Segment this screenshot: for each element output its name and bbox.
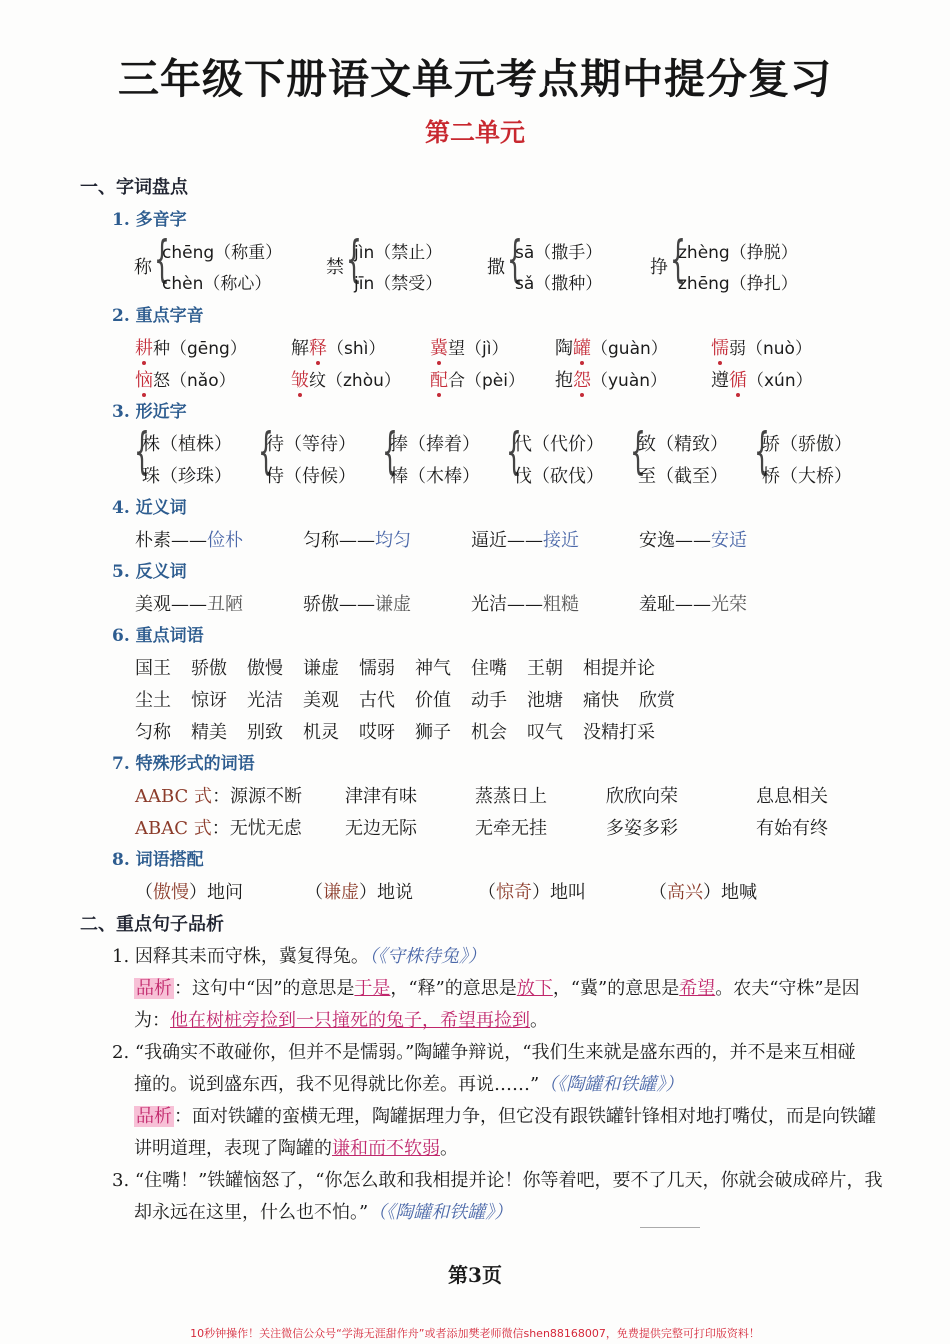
unit-title: 第二单元 [424,118,525,147]
analysis-2-line-1: 品析 ：面对铁罐的蛮横无理，陶罐据理力争，但它没有跟铁罐针锋相对地打嘴仗，而是向铁罐 [136,1106,876,1127]
footer-note: 10秒钟操作！关注微信公众号“学海无涯甜作舟”或者添加樊老师微信shen88168007，免费提供完整可打印版资料！ [190,1327,760,1340]
section-2-heading: 二、重点句子品析 [80,914,224,935]
sentence-2-line-1: 2. “我确实不敢碰你，但并不是懦弱。”陶罐争辩说，“我们生来就是盛东西的，并不是来互相碰 [112,1042,856,1063]
key-pronunciation-heading: 2. 重点字音 [112,306,204,326]
special-form-heading: 7. 特殊形式的词语 [112,754,255,774]
divider [640,1227,700,1228]
sentence-2-line-2: 撞的。说到盛东西，我不见得就比你差。再说……”（《陶罐和铁罐》） [134,1074,684,1095]
key-words-heading: 6. 重点词语 [112,626,204,646]
similar-chars-heading: 3. 形近字 [112,402,187,422]
polyphone-heading: 1. 多音字 [112,210,187,230]
analysis-2-line-2: 讲明道理，表现了陶罐的谦和而不软弱。 [134,1138,458,1159]
page-title: 三年级下册语文单元考点期中提分复习 [118,55,832,103]
sentence-1: 1. 因释其耒而守株，冀复得兔。（《守株待兔》） [112,946,486,967]
section-1-heading: 一、字词盘点 [80,177,188,198]
analysis-1-line-1: 品析 ：这句中“因”的意思是于是，“释”的意思是放下，“冀”的意思是希望。农夫“守株”是因 [136,978,860,999]
antonyms-heading: 5. 反义词 [112,562,187,582]
page-number: 第3页 [448,1263,502,1287]
sentence-3-line-1: 3. “住嘴！”铁罐恼怒了，“你怎么敢和我相提并论！你等着吧，要不了几天，你就会破成碎片，我 [112,1170,883,1191]
synonyms-heading: 4. 近义词 [112,498,187,518]
sentence-3-line-2: 却永远在这里，什么也不怕。”（《陶罐和铁罐》） [134,1202,513,1223]
collocation-heading: 8. 词语搭配 [112,850,204,870]
analysis-1-line-2: 为：他在树桩旁捡到一只撞死的兔子，希望再捡到。 [134,1010,548,1031]
